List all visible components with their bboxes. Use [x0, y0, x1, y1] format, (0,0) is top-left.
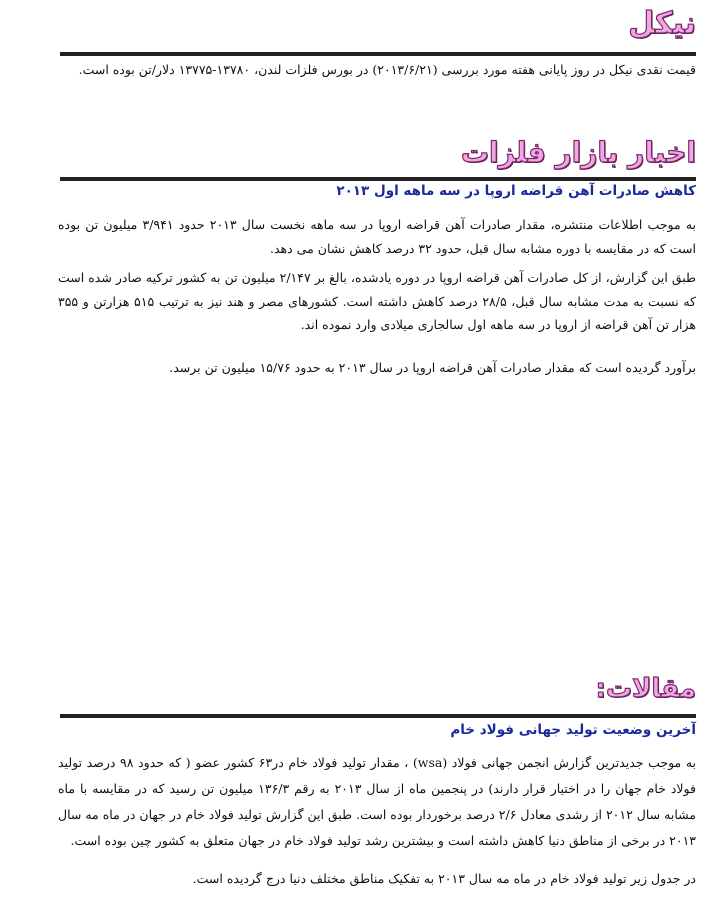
nickel-price-text: قیمت نقدی نیکل در روز پایانی هفته مورد بررسی (۲۰۱۳/۶/۲۱) در بورس فلزات لندن، ۱۳۷۸۰-۱۳۷۷۵ دلار/تن بوده است. — [78, 62, 696, 77]
steel-production-headline: آخرین وضعیت تولید جهانی فولاد خام — [450, 722, 696, 738]
scrap-export-paragraph: به موجب اطلاعات منتشره، مقدار صادرات آهن قراضه اروپا در سه ماهه نخست سال ۲۰۱۳ حدود ۳/۹۴۱ میلیون تن بوده است که در مقایسه با دوره مشابه سال قبل، حدود ۳۲ درصد کاهش نشان می دهد. — [58, 217, 696, 256]
articles-section-title: مقالات: — [595, 674, 696, 704]
scrap-export-headline: کاهش صادرات آهن قراضه اروپا در سه ماهه اول ۲۰۱۳ — [336, 183, 696, 199]
steel-production-paragraph: در جدول زیر تولید فولاد خام در ماه مه سال ۲۰۱۳ به تفکیک مناطق مختلف دنیا درج گردیده است. — [192, 871, 696, 886]
nickel-divider — [60, 52, 696, 56]
articles-divider — [60, 714, 696, 718]
nickel-section-title: نیکل — [628, 6, 696, 41]
metals-news-section-title: اخبار بازار فلزات — [460, 136, 696, 169]
metals-news-divider — [60, 177, 696, 181]
steel-production-paragraph: به موجب جدیدترین گزارش انجمن جهانی فولاد (wsa) ، مقدار تولید فولاد خام در۶۳ کشور عضو ( که حدود ۹۸ درصد تولید فولاد خام جهان را در اختیار قرار دارند) در پنجمین ماه از سال ۲۰۱۳ به رقم ۱۳۶/۳ میلیون تن رسید که در مقایسه با ماه مشابه سال ۲۰۱۲ از رشدی معادل ۲/۶ درصد برخوردار بوده است. طبق این گزارش تولید فولاد خام در جهان در ماه مه سال ۲۰۱۳ در برخی از مناطق دنیا کاهش داشته است و بیشترین رشد تولید فولاد خام در جهان متعلق به کشور چین بوده است. — [58, 755, 696, 848]
scrap-export-paragraph: برآورد گردیده است که مقدار صادرات آهن قراضه اروپا در سال ۲۰۱۳ به حدود ۱۵/۷۶ میلیون تن برسد. — [169, 360, 696, 375]
scrap-export-paragraph: طبق این گزارش، از کل صادرات آهن قراضه اروپا در دوره یادشده، بالغ بر ۲/۱۴۷ میلیون تن به کشور ترکیه صادر شده است که نسبت به مدت مشابه سال قبل، ۲۸/۵ درصد کاهش داشته است. کشورهای مصر و هند نیز به ترتیب ۵۱۵ هزارتن و ۳۵۵ هزار تن آهن قراضه از اروپا در سه ماهه اول سالجاری میلادی وارد نموده اند. — [58, 270, 696, 332]
